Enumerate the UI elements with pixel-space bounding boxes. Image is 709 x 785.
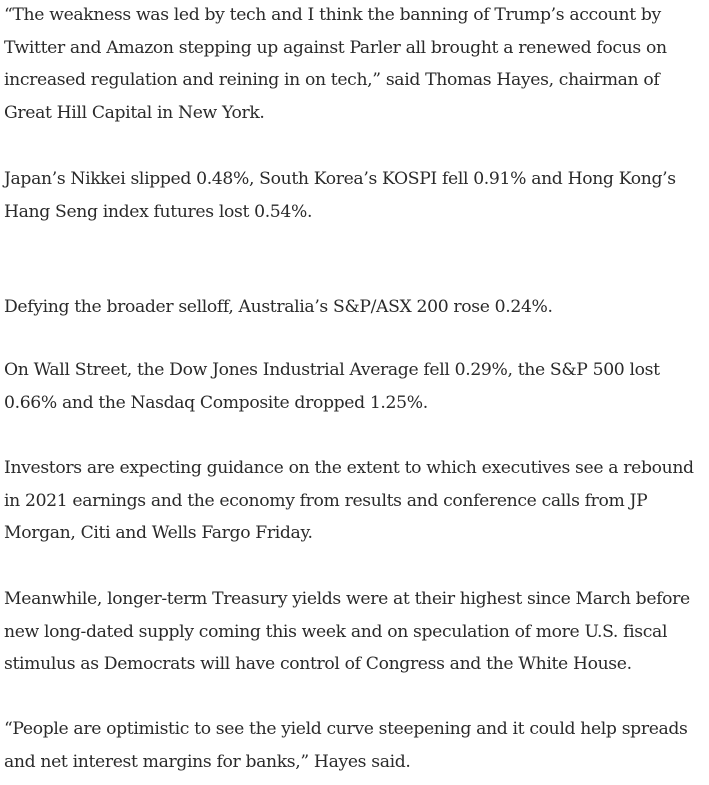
paragraph-treasury-yields: Meanwhile, longer-term Treasury yields were at their highest since March before new long-dated supply coming this week and on speculation of more U.S. fiscal stimulus as Democrats will have control of Congress and the White House. xyxy=(4,589,690,674)
paragraph-hayes-quote: “The weakness was led by tech and I think the banning of Trump’s account by Twitter and Amazon stepping up against Parler all brought a renewed focus on increased regulation and reining in on tech,” said Thomas Hayes, chairman of Great Hill Capital in New York. xyxy=(4,5,667,123)
paragraph-australia: Defying the broader selloff, Australia’s S&P/ASX 200 rose 0.24%. xyxy=(4,297,553,317)
paragraph-asian-markets: Japan’s Nikkei slipped 0.48%, South Korea’s KOSPI fell 0.91% and Hong Kong’s Hang Seng index futures lost 0.54%. xyxy=(4,169,676,222)
paragraph-wall-street: On Wall Street, the Dow Jones Industrial Average fell 0.29%, the S&P 500 lost 0.66% and the Nasdaq Composite dropped 1.25%. xyxy=(4,360,660,413)
paragraph-yield-curve-quote: “People are optimistic to see the yield curve steepening and it could help spreads and net interest margins for banks,” Hayes said. xyxy=(4,719,688,772)
paragraph-earnings-guidance: Investors are expecting guidance on the extent to which executives see a rebound in 2021 earnings and the economy from results and conference calls from JP Morgan, Citi and Wells Fargo Friday. xyxy=(4,458,694,543)
